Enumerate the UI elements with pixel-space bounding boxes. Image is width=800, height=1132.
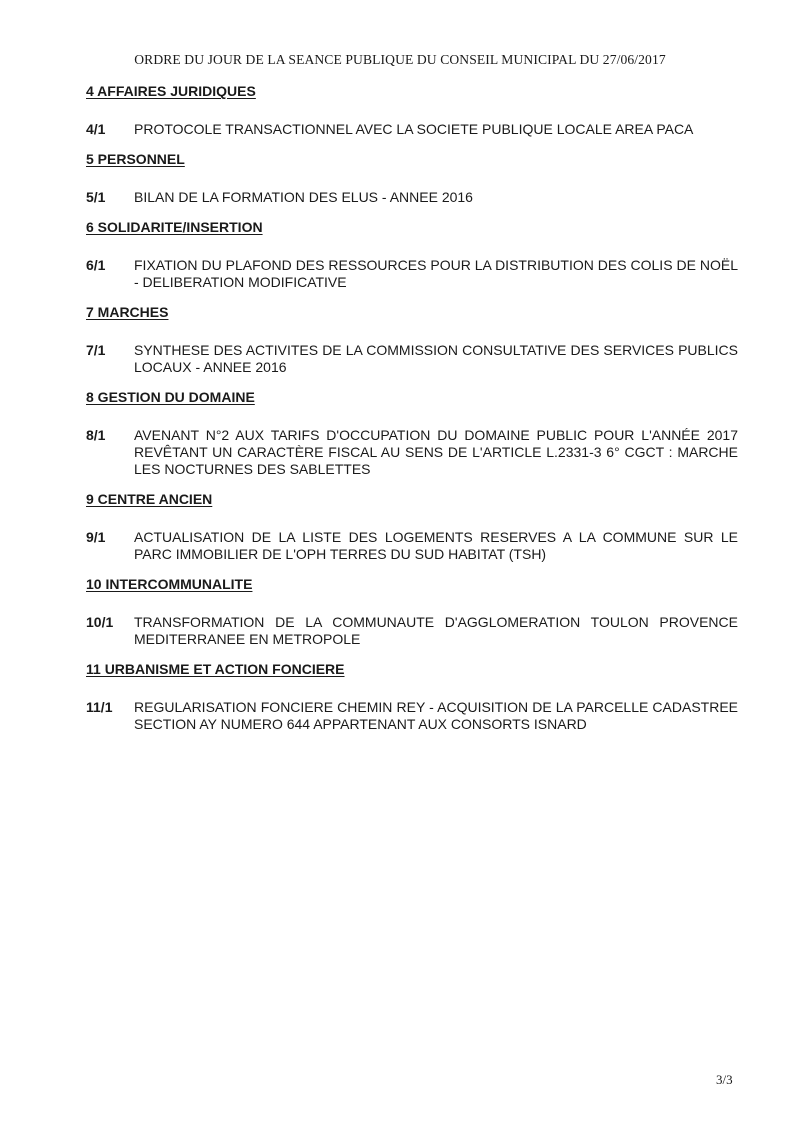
- item-number: 10/1: [86, 614, 114, 630]
- agenda: [86, 83, 738, 746]
- item-text: SYNTHESE DES ACTIVITES DE LA COMMISSION CONSULTATIVE DES SERVICES PUBLICS LOCAUX - ANNEE 2016: [134, 342, 738, 375]
- section-title: 6 SOLIDARITE/INSERTION: [86, 219, 263, 235]
- agenda-item: [86, 614, 738, 648]
- section-title: 11 URBANISME ET ACTION FONCIERE: [86, 661, 345, 677]
- item-number: 4/1: [86, 121, 106, 137]
- section-urbanisme-action-fonciere: [86, 661, 738, 733]
- section-title: 7 MARCHES: [86, 304, 169, 320]
- section-title: 8 GESTION DU DOMAINE: [86, 389, 255, 405]
- section-title: 5 PERSONNEL: [86, 151, 185, 167]
- agenda-item: [86, 699, 738, 733]
- section-personnel: [86, 151, 738, 206]
- section-centre-ancien: [86, 491, 738, 563]
- item-number: 8/1: [86, 427, 106, 443]
- item-text: BILAN DE LA FORMATION DES ELUS - ANNEE 2016: [134, 189, 473, 205]
- section-title: 9 CENTRE ANCIEN: [86, 491, 213, 507]
- section-solidarite-insertion: [86, 219, 738, 291]
- agenda-item: [86, 529, 738, 563]
- agenda-item: [86, 342, 738, 376]
- item-text: FIXATION DU PLAFOND DES RESSOURCES POUR LA DISTRIBUTION DES COLIS DE NOËL - DELIBERATION MODIFICATIVE: [134, 257, 738, 290]
- agenda-item: [86, 189, 738, 206]
- item-number: 7/1: [86, 342, 106, 358]
- item-number: 9/1: [86, 529, 106, 545]
- section-intercommunalite: [86, 576, 738, 648]
- item-text: TRANSFORMATION DE LA COMMUNAUTE D'AGGLOMERATION TOULON PROVENCE MEDITERRANEE EN METROPOLE: [134, 614, 738, 647]
- section-title: 10 INTERCOMMUNALITE: [86, 576, 253, 592]
- page-number: 3/3: [716, 1072, 733, 1087]
- item-text: PROTOCOLE TRANSACTIONNEL AVEC LA SOCIETE PUBLIQUE LOCALE AREA PACA: [134, 121, 694, 137]
- section-gestion-du-domaine: [86, 389, 738, 478]
- section-marches: [86, 304, 738, 376]
- page-header: ORDRE DU JOUR DE LA SEANCE PUBLIQUE DU CONSEIL MUNICIPAL DU 27/06/2017: [134, 52, 666, 67]
- agenda-item: [86, 121, 738, 138]
- item-text: REGULARISATION FONCIERE CHEMIN REY - ACQUISITION DE LA PARCELLE CADASTREE SECTION AY NUMERO 644 APPARTENANT AUX CONSORTS ISNARD: [134, 699, 738, 732]
- item-number: 6/1: [86, 257, 106, 273]
- item-text: ACTUALISATION DE LA LISTE DES LOGEMENTS RESERVES A LA COMMUNE SUR LE PARC IMMOBILIER DE L'OPH TERRES DU SUD HABITAT (TSH): [134, 529, 738, 562]
- agenda-item: [86, 257, 738, 291]
- item-text: AVENANT N°2 AUX TARIFS D'OCCUPATION DU DOMAINE PUBLIC POUR L'ANNÉE 2017 REVÊTANT UN CARACTÈRE FISCAL AU SENS DE L'ARTICLE L.2331-3 6° CGCT : MARCHE LES NOCTURNES DES SABLETTES: [134, 427, 738, 477]
- item-number: 11/1: [86, 699, 113, 715]
- agenda-item: [86, 427, 738, 478]
- section-affaires-juridiques: [86, 83, 738, 138]
- item-number: 5/1: [86, 189, 106, 205]
- section-title: 4 AFFAIRES JURIDIQUES: [86, 83, 256, 99]
